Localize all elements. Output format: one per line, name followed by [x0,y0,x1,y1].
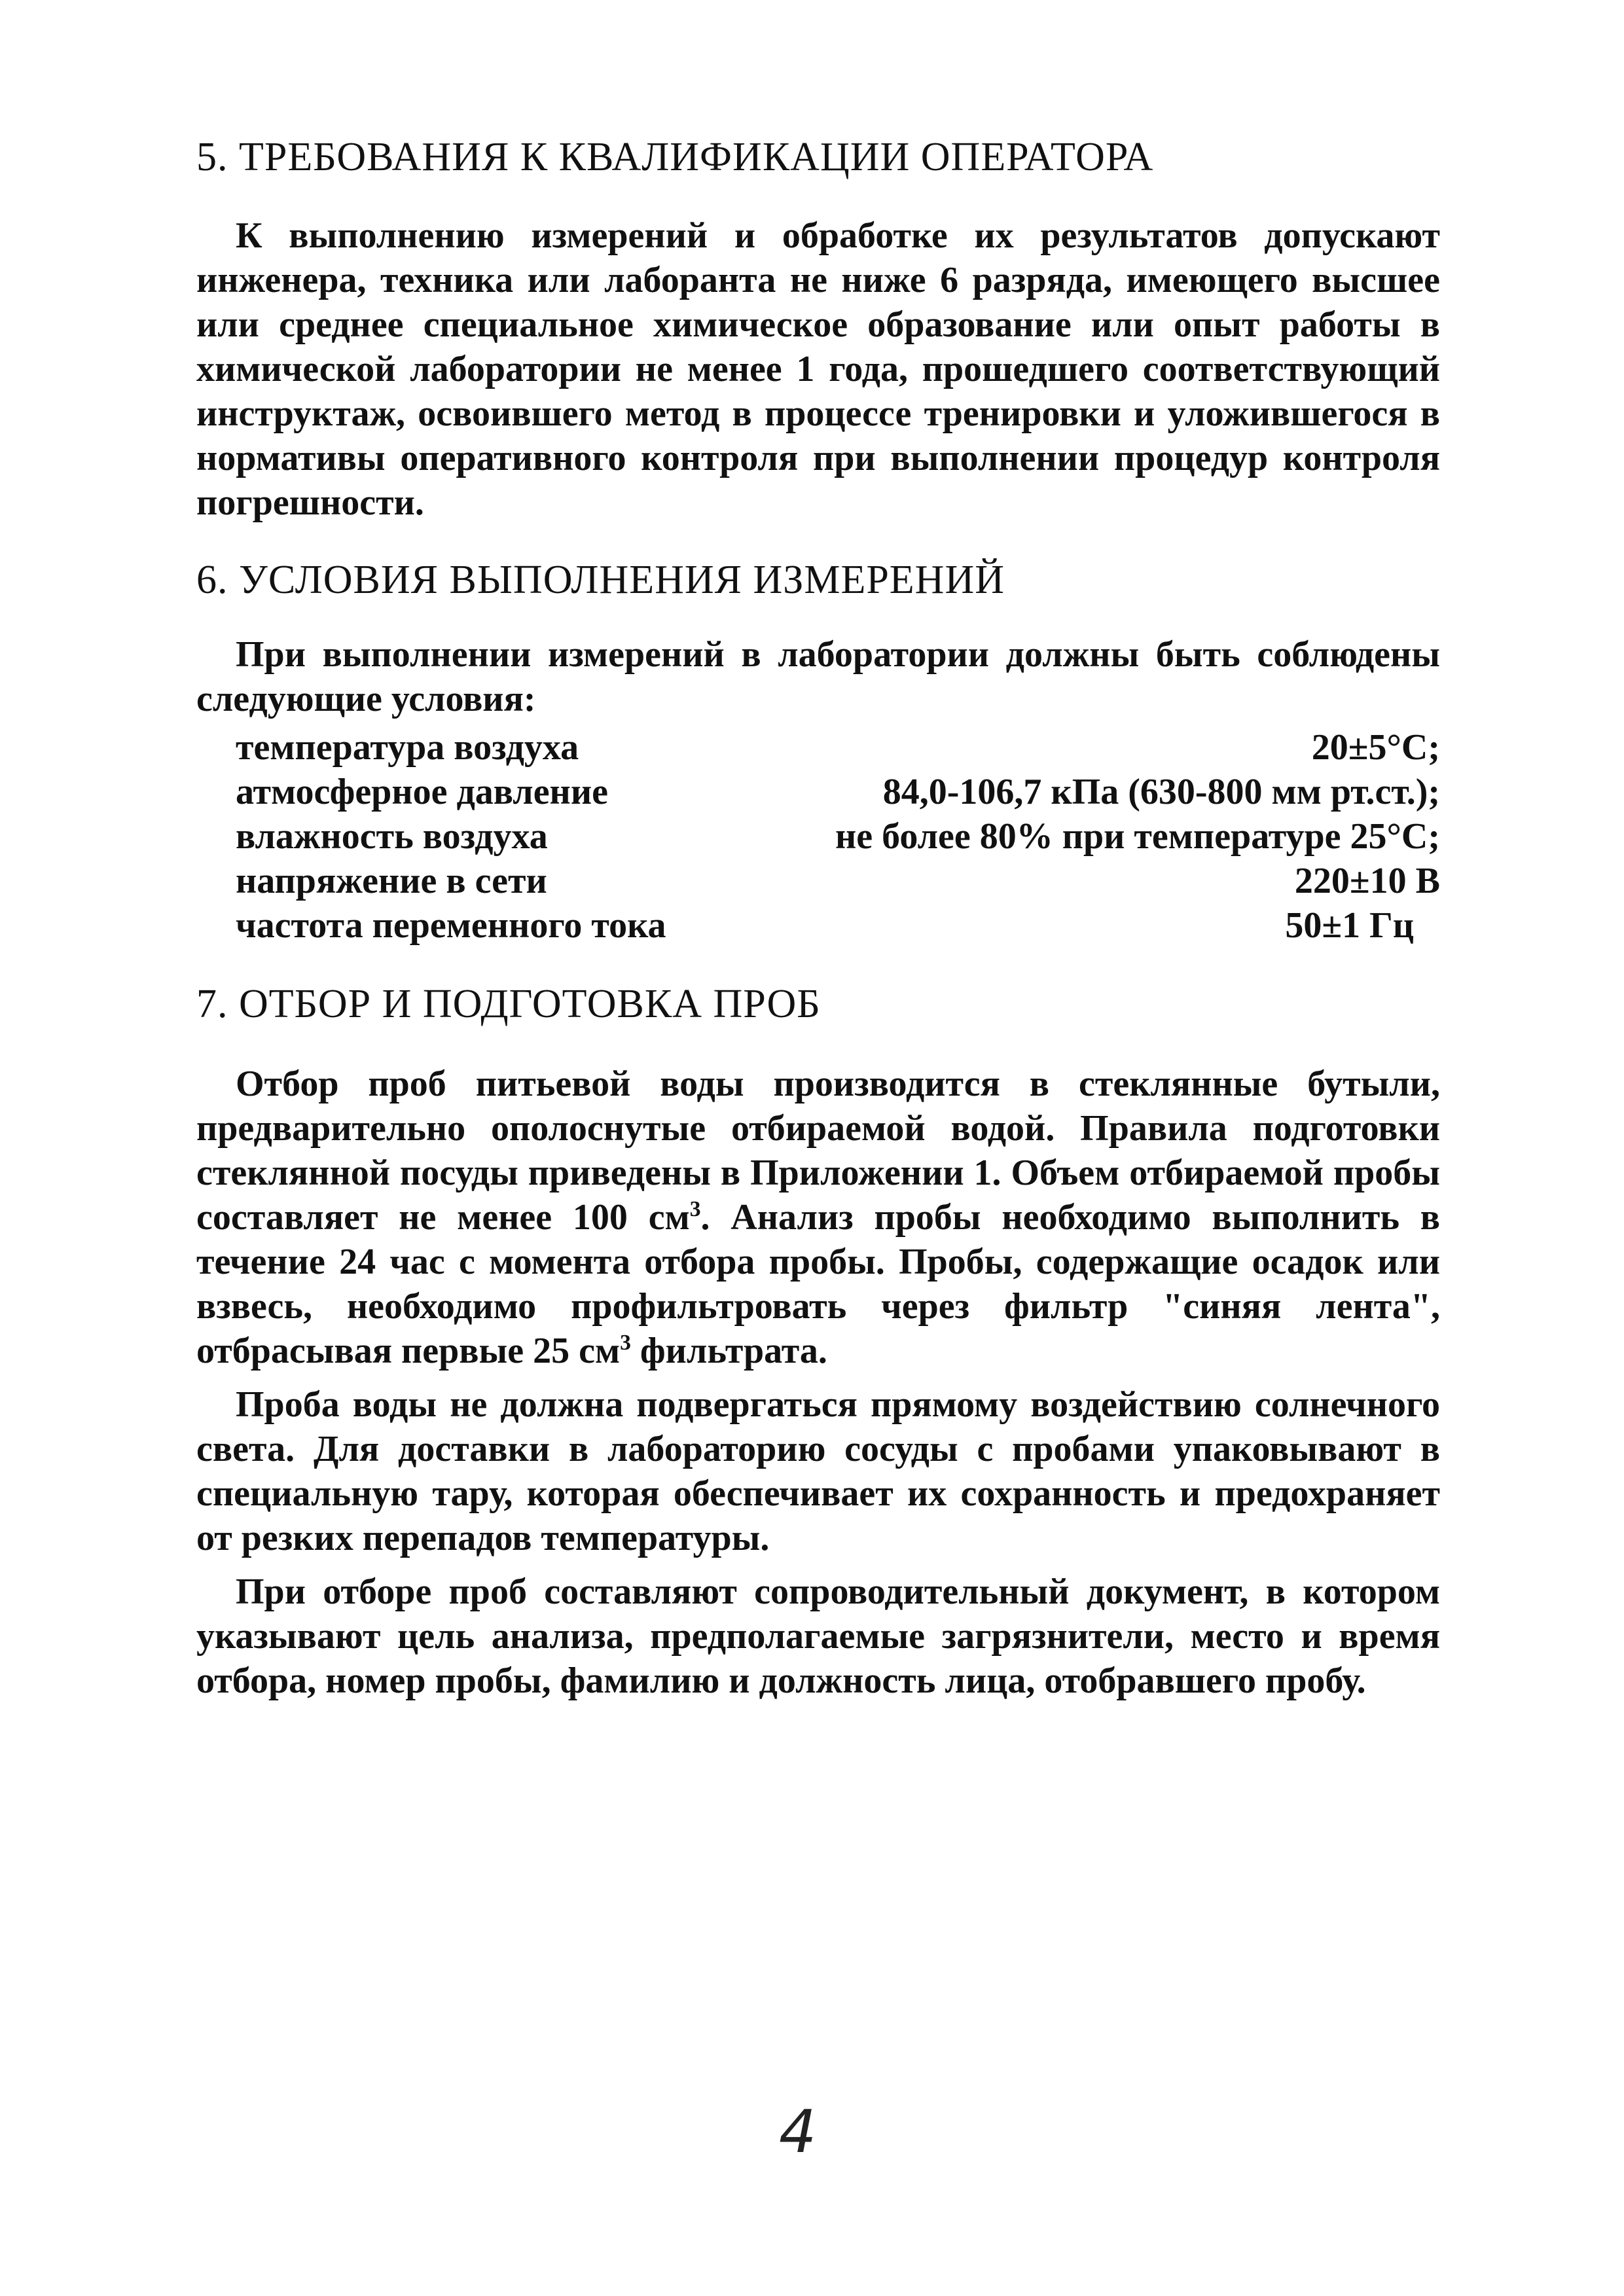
condition-row [196,903,1440,948]
condition-value: 50±1 Гц [1285,905,1414,946]
condition-label: напряжение в сети [236,861,547,901]
condition-row [196,814,1440,859]
condition-label: атмосферное давление [236,772,608,812]
condition-row [196,859,1440,903]
text-run: . Анализ пробы необходимо выполнить в течение 24 час с момента отбора пробы. Пробы, содержащие осадок или взвесь, необходимо профильтровать через фильтр "синяя лента", отбрасывая первые 25 см [196,1197,1440,1371]
condition-value: 84,0-106,7 кПа (630-800 мм рт.ст.); [882,772,1440,812]
condition-value: 220±10 В [1294,861,1440,901]
condition-label: влажность воздуха [236,816,548,857]
condition-label: температура воздуха [236,727,579,768]
superscript: 3 [620,1330,631,1355]
section-5-heading: 5. ТРЕБОВАНИЯ К КВАЛИФИКАЦИИ ОПЕРАТОРА [196,135,1154,179]
section-7-paragraph-2: Проба воды не должна подвергаться прямому воздействию солнечного света. Для доставки в лабораторию сосуды с пробами упаковывают в специальную тару, которая обеспечивает их сохранность и предохраняет от резких перепадов температуры. [196,1384,1440,1558]
section-6-intro: При выполнении измерений в лаборатории должны быть соблюдены следующие условия: [196,634,1440,719]
text-run: Отбор проб питьевой воды производится в стеклянные бутыли, предварительно ополоснутые отбираемой водой. Правила подготовки стеклянной посуды приведены в Приложении 1. Объем отбираемой пробы составляет не менее 100 см [196,1064,1440,1238]
section-7-paragraph-3: При отборе проб составляют сопроводительный документ, в котором указывают цель анализа, предполагаемые загрязнители, место и время отбора, номер пробы, фамилию и должность лица, отобравшего пробу. [196,1571,1440,1701]
page-content [196,124,1440,1703]
section-5-paragraph: К выполнению измерений и обработке их результатов допускают инженера, техника или лаборанта не ниже 6 разряда, имеющего высшее или среднее специальное химическое образование или опыт работы в химической лаборатории не менее 1 года, прошедшего соответствующий инструктаж, освоившего метод в процессе тренировки и уложившегося в нормативы оперативного контроля при выполнении процедур контроля погрешности. [196,215,1440,523]
condition-value: не более 80% при температуре 25°С; [835,816,1440,857]
section-6-heading: 6. УСЛОВИЯ ВЫПОЛНЕНИЯ ИЗМЕРЕНИЙ [196,558,1005,602]
condition-row [196,770,1440,814]
superscript: 3 [689,1196,701,1221]
condition-row [196,725,1440,770]
condition-label: частота переменного тока [236,905,666,946]
text-run: фильтрата. [630,1331,827,1371]
page-number: 4 [779,2098,817,2166]
conditions-table [196,725,1440,948]
section-7-paragraph-1 [196,1062,1440,1373]
condition-value: 20±5°С; [1311,727,1440,768]
section-7-heading: 7. ОТБОР И ПОДГОТОВКА ПРОБ [196,982,821,1026]
